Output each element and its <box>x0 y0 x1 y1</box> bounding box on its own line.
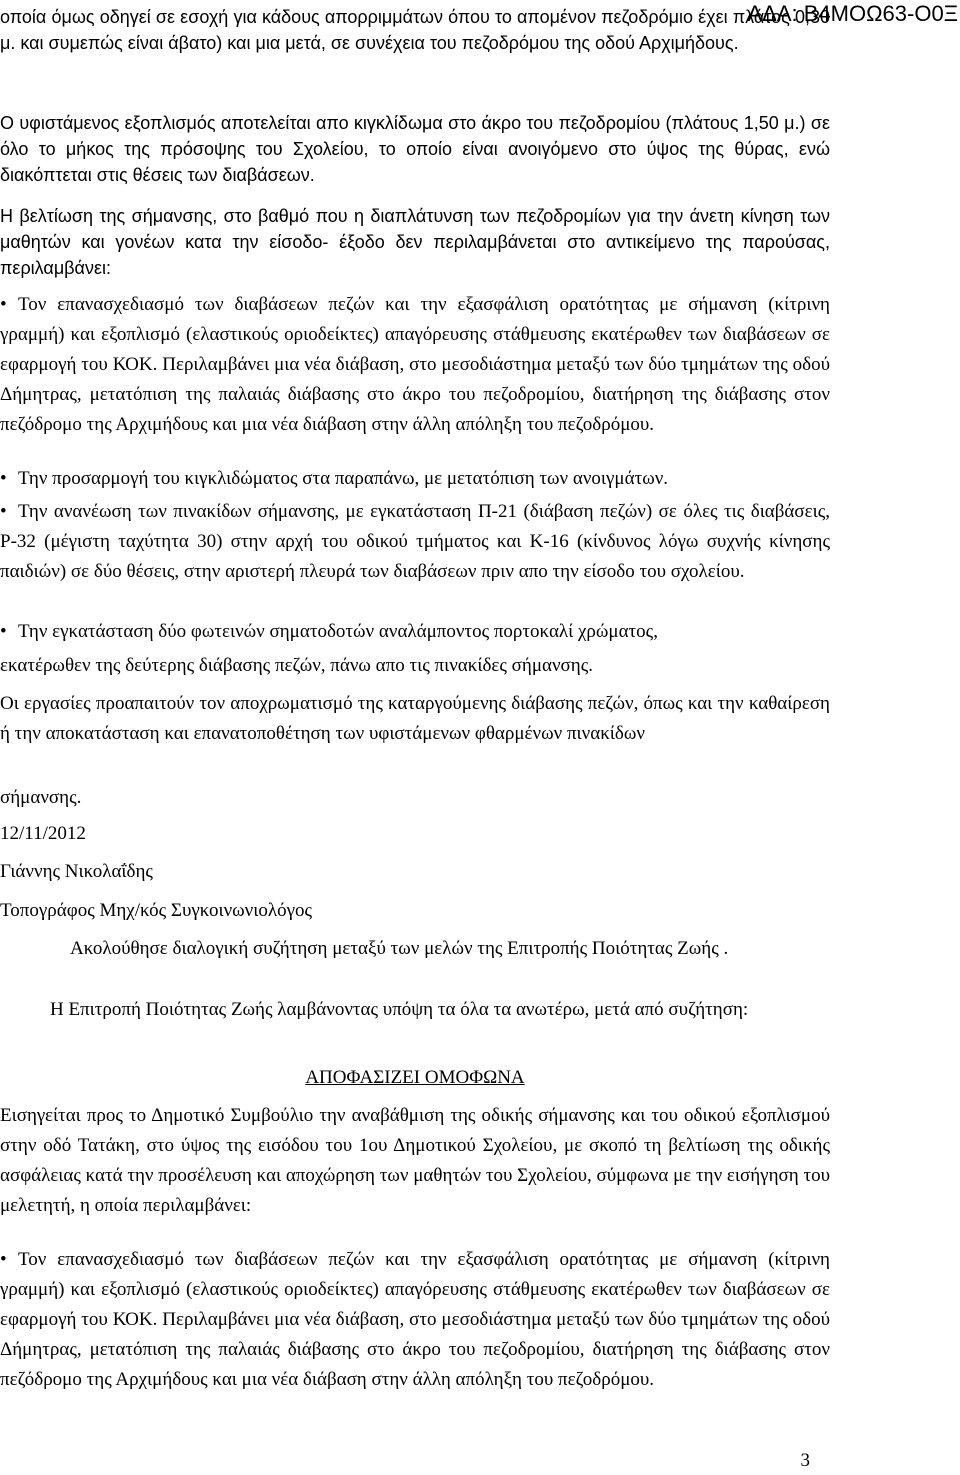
date-text: 12/11/2012 <box>0 823 86 844</box>
decision-heading-text: ΑΠΟΦΑΣΙΖΕΙ ΟΜΟΦΩΝΑ <box>305 1067 525 1088</box>
bullet-icon: • <box>0 468 7 489</box>
author-name <box>0 857 830 887</box>
author-title <box>0 896 830 926</box>
bullet-icon: • <box>0 294 7 315</box>
page-number: 3 <box>800 1450 810 1471</box>
date <box>0 819 830 849</box>
equipment-paragraph <box>0 110 830 188</box>
bullet-text: Την προσαρμογή του κιγκλιδώματος στα παραπάνω, με μετατόπιση των ανοιγμάτων. <box>18 468 669 489</box>
bullet-item <box>0 1245 830 1395</box>
bullet-icon: • <box>0 1249 7 1270</box>
bullet-icon: • <box>0 621 7 642</box>
equipment-paragraph-text: Ο υφιστάμενος εξοπλισμός αποτελείται απο κιγκλίδωμα στο άκρο του πεζοδρομίου (πλάτους 1,50 μ.) σε όλο το μήκος της πρόσοψης του Σχολείου, το οποίο είναι ανοιγόμενο στο ύψος της θύρας, ενώ διακόπτεται στις θέσεις των διαβάσεων. <box>0 113 830 185</box>
decision-heading <box>0 1063 830 1093</box>
bullet-text: Τον επανασχεδιασμό των διαβάσεων πεζών και την εξασφάλιση ορατότητας με σήμανση (κίτρινη γραμμή) και εξοπλισμό (ελαστικούς οριοδείκτες) απαγόρευσης στάθμευσης εκατέρωθεν των διαβάσεων σε εφαρμογή του ΚΟΚ. Περιλαμβάνει μια νέα διάβαση, στο μεσοδιάστημα μεταξύ των δύο τμημάτων της οδού Δήμητρας, μετατόπιση της παλαιάς διάβασης στο άκρο του πεζοδρομίου, διατήρηση της διάβασης στον πεζόδρομο της Αρχιμήδους και μια νέα διάβαση στην άλλη απόληξη του πεζοδρόμου. <box>0 294 830 435</box>
works-paragraph-text: Οι εργασίες προαπαιτούν τον αποχρωματισμό της καταργούμενης διάβασης πεζών, όπως και την καθαίρεση ή την αποκατάσταση και επανατοποθέτηση των υφιστάμενων φθαρμένων πινακίδων <box>0 693 830 744</box>
works-end <box>0 783 830 813</box>
works-end-text: σήμανσης. <box>0 787 82 808</box>
proposal-paragraph <box>0 1101 830 1221</box>
bullet-text: Την εγκατάσταση δύο φωτεινών σηματοδοτών αναλάμποντος πορτοκαλί χρώματος, <box>18 621 658 642</box>
committee-paragraph <box>0 995 830 1025</box>
bullet-text: Τον επανασχεδιασμό των διαβάσεων πεζών και την εξασφάλιση ορατότητας με σήμανση (κίτρινη γραμμή) και εξοπλισμό (ελαστικούς οριοδείκτες) απαγόρευσης στάθμευσης εκατέρωθεν των διαβάσεων σε εφαρμογή του ΚΟΚ. Περιλαμβάνει μια νέα διάβαση, στο μεσοδιάστημα μεταξύ των δύο τμημάτων της οδού Δήμητρας, μετατόπιση της παλαιάς διάβασης στο άκρο του πεζοδρομίου, διατήρηση της διάβασης στον πεζόδρομο της Αρχιμήδους και μια νέα διάβαση στην άλλη απόληξη του πεζοδρόμου. <box>0 1249 830 1390</box>
author-title-text: Τοπογράφος Μηχ/κός Συγκοινωνιολόγος <box>0 900 312 921</box>
committee-paragraph-text: Η Επιτροπή Ποιότητας Ζωής λαμβάνοντας υπόψη τα όλα τα ανωτέρω, μετά από συζήτηση: <box>50 999 749 1020</box>
ada-code: ΑΔΑ: Β4ΜΟΩ63-Ο0Ξ <box>741 1 958 27</box>
author-name-text: Γιάννης Νικολαΐδης <box>0 861 153 882</box>
bullet-item <box>0 617 830 647</box>
bullet-icon: • <box>0 501 7 522</box>
improvement-paragraph-text: Η βελτίωση της σήμανσης, στο βαθμό που η διαπλάτυνση των πεζοδρομίων για την άνετη κίνηση των μαθητών και γονέων κατα την είσοδο- έξοδο δεν περιλαμβάνεται στο αντικείμενο της παρούσας, περιλαμβάνει: <box>0 206 830 278</box>
bullet-item <box>0 497 830 587</box>
top-paragraph-text: οποία όμως οδηγεί σε εσοχή για κάδους απορριμμάτων όπου το απομένον πεζοδρόμιο έχει πλάτος 0,30 μ. και συμεπώς είναι άβατο) και μια μετά, σε συνέχεια του πεζοδρόμου της οδού Αρχιμήδους. <box>0 7 830 53</box>
top-paragraph <box>0 4 830 56</box>
discussion-paragraph-text: Ακολούθησε διαλογική συζήτηση μεταξύ των μελών της Επιτροπής Ποιότητας Ζωής . <box>70 938 729 959</box>
bullet-continuation-text: εκατέρωθεν της δεύτερης διάβασης πεζών, πάνω απο τις πινακίδες σήμανσης. <box>0 655 594 676</box>
bullet-continuation <box>0 651 830 681</box>
improvement-paragraph <box>0 203 830 281</box>
proposal-paragraph-text: Εισηγείται προς το Δημοτικό Συμβούλιο την αναβάθμιση της οδικής σήμανσης και του οδικού εξοπλισμού στην οδό Τατάκη, στο ύψος της εισόδου του 1ου Δημοτικού Σχολείου, με σκοπό τη βελτίωση της οδικής ασφάλειας κατά την προσέλευση και αποχώρηση των μαθητών του Σχολείου, σύμφωνα με την εισήγηση του μελετητή, η οποία περιλαμβάνει: <box>0 1105 830 1216</box>
bullet-item <box>0 290 830 440</box>
works-paragraph <box>0 689 830 749</box>
bullet-text: Την ανανέωση των πινακίδων σήμανσης, με εγκατάσταση Π-21 (διάβαση πεζών) σε όλες τις διαβάσεις, Ρ-32 (μέγιστη ταχύτητα 30) στην αρχή του οδικού τμήματος και Κ-16 (κίνδυνος λόγω συχνής κίνησης παιδιών) σε δύο θέσεις, στην αριστερή πλευρά των διαβάσεων πριν απο την είσοδο του σχολείου. <box>0 501 830 582</box>
discussion-paragraph <box>0 934 830 964</box>
bullet-item <box>0 464 830 494</box>
